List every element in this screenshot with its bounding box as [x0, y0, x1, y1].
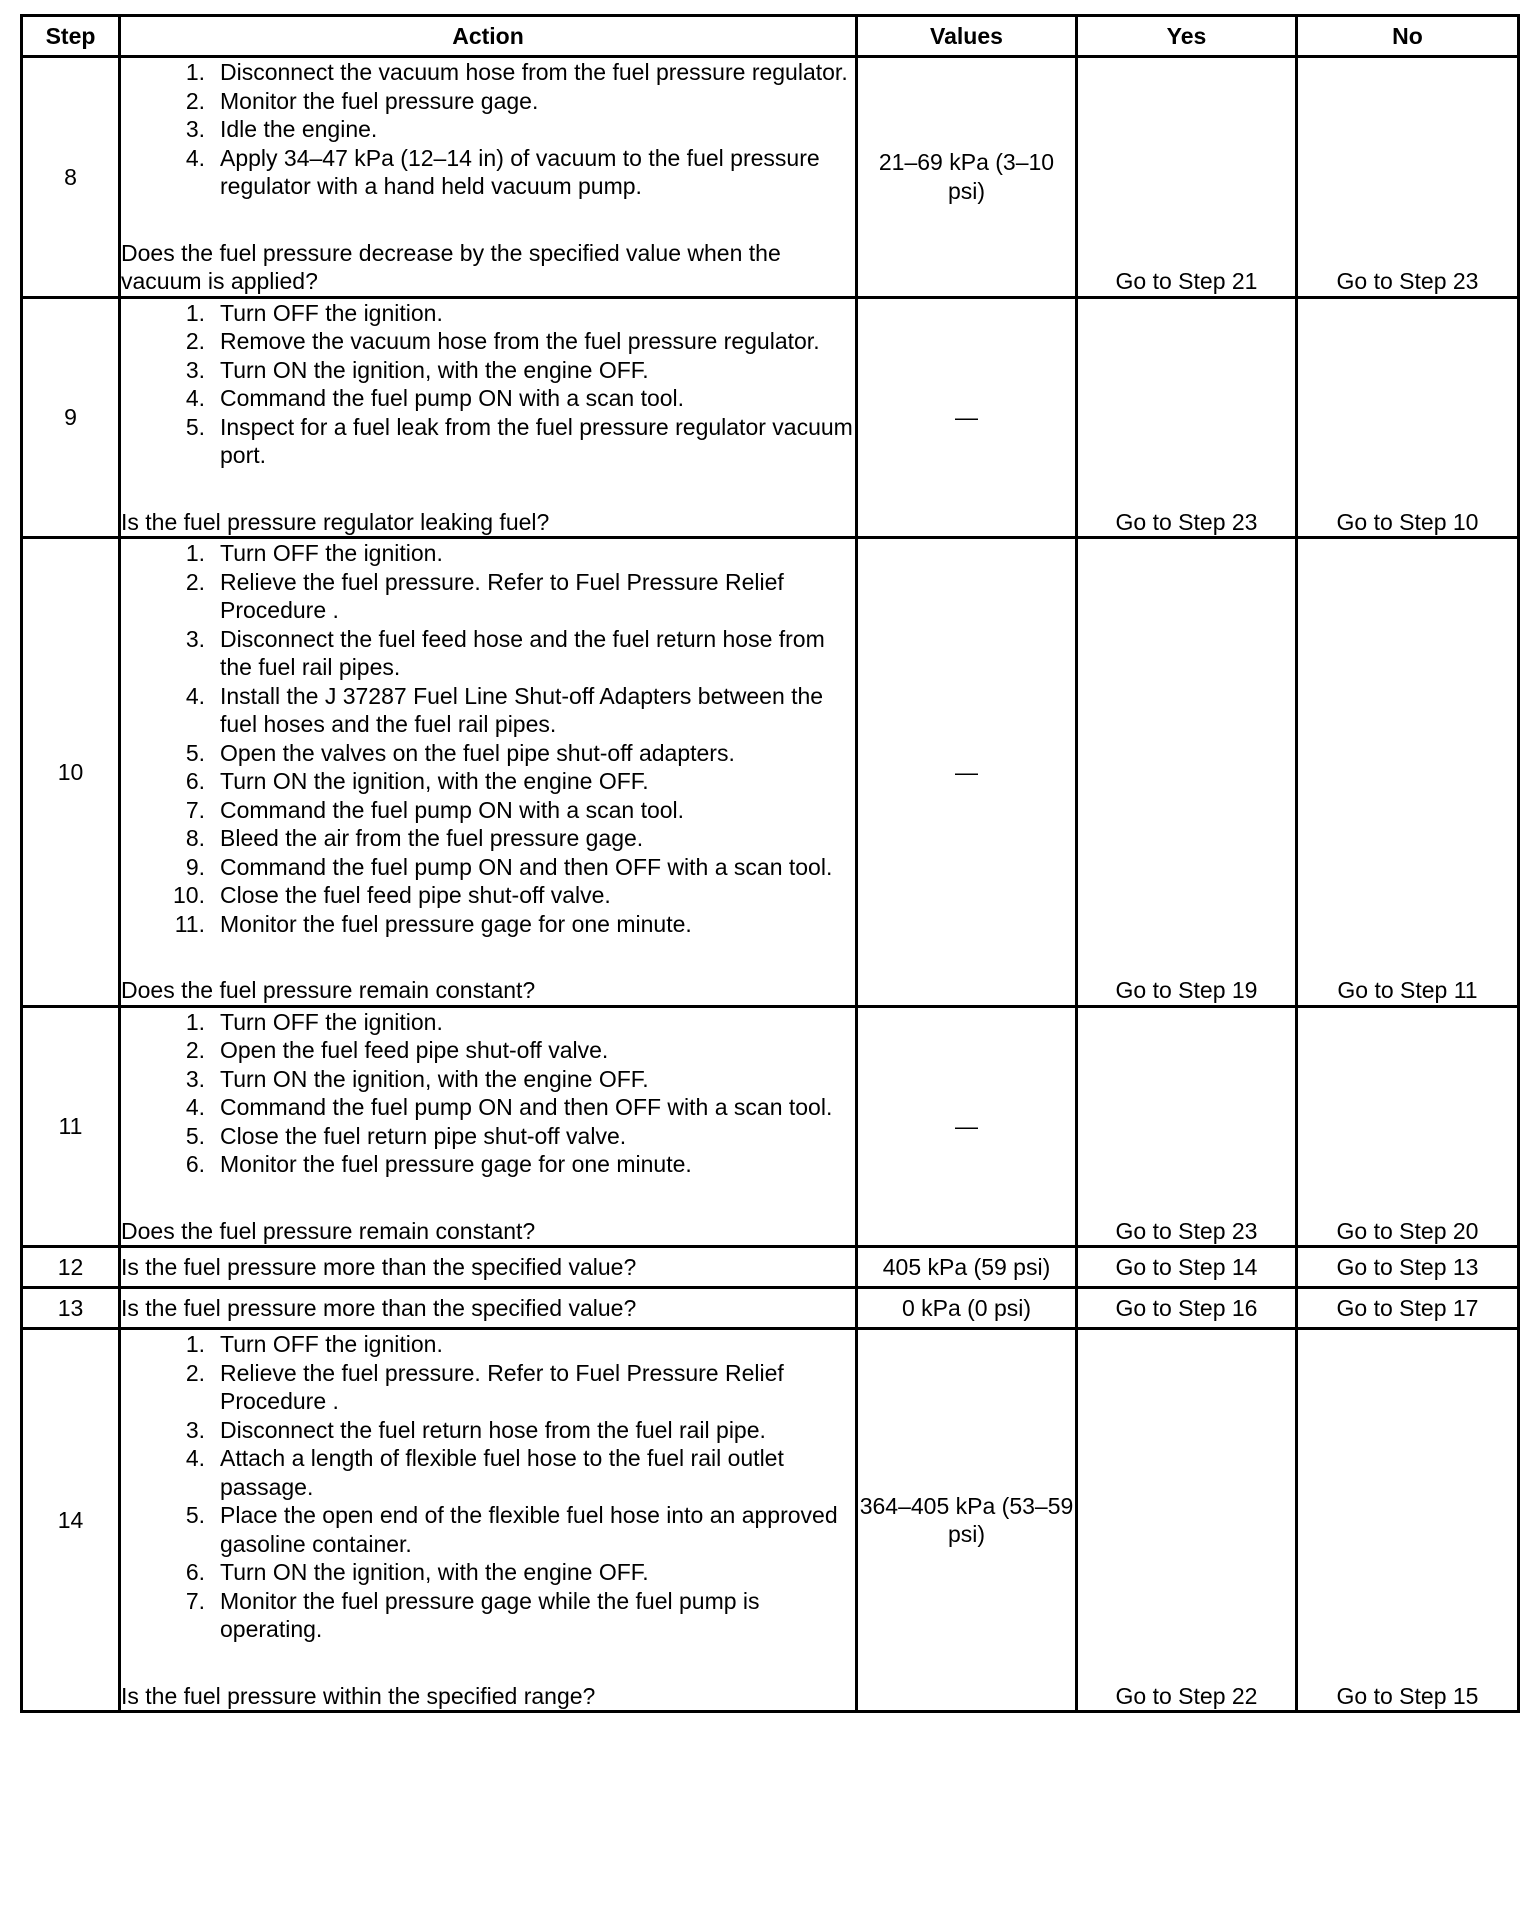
action-steps-list — [121, 1008, 855, 1179]
action-cell — [120, 1288, 857, 1329]
yes-cell: Go to Step 21 — [1077, 57, 1297, 298]
list-item-text: Command the fuel pump ON and then OFF with a scan tool. — [220, 1094, 833, 1120]
header-values: Values — [857, 16, 1077, 57]
action-steps-list — [121, 1330, 855, 1644]
list-item-text: Idle the engine. — [220, 116, 378, 142]
value-cell: 21–69 kPa (3–10 psi) — [857, 57, 1077, 298]
header-action: Action — [120, 16, 857, 57]
list-item-number: 2. — [185, 1037, 205, 1063]
list-item — [121, 58, 855, 87]
header-step: Step — [22, 16, 120, 57]
list-item-text: Place the open end of the flexible fuel hose into an approved gasoline container. — [220, 1502, 838, 1557]
list-item-number: 7. — [185, 1587, 205, 1614]
list-item-text: Disconnect the fuel return hose from the fuel rail pipe. — [220, 1416, 766, 1443]
action-steps-list — [121, 58, 855, 201]
action-question: Is the fuel pressure regulator leaking fuel? — [121, 508, 550, 535]
list-item — [121, 413, 855, 470]
list-item-text: Turn ON the ignition, with the engine OFF. — [220, 768, 649, 794]
list-item-number: 1. — [185, 299, 205, 326]
list-item-text: Monitor the fuel pressure gage while the fuel pump is operating. — [220, 1587, 760, 1642]
list-item-text: Monitor the fuel pressure gage. — [220, 87, 539, 114]
list-item-text: Turn ON the ignition, with the engine OFF. — [220, 1065, 649, 1092]
table-row — [22, 297, 1519, 538]
list-item-text: Turn OFF the ignition. — [220, 1008, 443, 1035]
header-row — [22, 16, 1519, 57]
action-steps-list — [121, 539, 855, 938]
action-question: Does the fuel pressure remain constant? — [121, 1217, 536, 1244]
list-item — [121, 1036, 855, 1065]
list-item — [121, 539, 855, 568]
list-item-number: 4. — [185, 144, 205, 171]
list-item-text: Open the fuel feed pipe shut-off valve. — [220, 1037, 609, 1063]
list-item — [121, 327, 855, 356]
table-row — [22, 1006, 1519, 1247]
table-row — [22, 1329, 1519, 1712]
action-cell — [120, 297, 857, 538]
yes-cell: Go to Step 14 — [1077, 1247, 1297, 1288]
list-item — [121, 1359, 855, 1416]
action-question: Is the fuel pressure more than the specified value? — [121, 1253, 637, 1280]
list-item-text: Relieve the fuel pressure. Refer to Fuel Pressure Relief Procedure . — [220, 568, 784, 623]
list-item — [121, 796, 855, 825]
list-item — [121, 1330, 855, 1359]
list-item-number: 10. — [173, 882, 205, 908]
list-item — [121, 1416, 855, 1445]
list-item — [121, 87, 855, 116]
list-item-number: 2. — [185, 568, 205, 595]
list-item-number: 1. — [185, 1008, 205, 1035]
list-item-number: 4. — [185, 1445, 205, 1471]
list-item-number: 6. — [185, 1559, 205, 1585]
no-cell: Go to Step 13 — [1297, 1247, 1519, 1288]
action-question: Does the fuel pressure decrease by the specified value when the vacuum is applied? — [121, 239, 781, 294]
value-cell: 405 kPa (59 psi) — [857, 1247, 1077, 1288]
list-item-number: 3. — [185, 116, 205, 142]
list-item-number: 6. — [185, 768, 205, 794]
no-cell: Go to Step 11 — [1297, 538, 1519, 1007]
list-item-text: Close the fuel feed pipe shut-off valve. — [220, 882, 611, 908]
yes-cell: Go to Step 22 — [1077, 1329, 1297, 1712]
value-cell: 0 kPa (0 psi) — [857, 1288, 1077, 1329]
list-item — [121, 910, 855, 939]
list-item-text: Apply 34–47 kPa (12–14 in) of vacuum to the fuel pressure regulator with a hand held vacuum pump. — [220, 144, 820, 199]
value-cell: — — [857, 297, 1077, 538]
diagnostic-table — [20, 14, 1520, 1713]
action-cell — [120, 57, 857, 298]
list-item-text: Disconnect the fuel feed hose and the fuel return hose from the fuel rail pipes. — [220, 625, 825, 680]
list-item — [121, 568, 855, 625]
list-item-text: Turn OFF the ignition. — [220, 299, 443, 326]
list-item-text: Monitor the fuel pressure gage for one minute. — [220, 910, 692, 937]
list-item-text: Bleed the air from the fuel pressure gage. — [220, 825, 644, 851]
list-item — [121, 682, 855, 739]
list-item-number: 5. — [185, 1502, 205, 1528]
list-item-number: 7. — [185, 796, 205, 823]
action-question: Is the fuel pressure more than the specified value? — [121, 1294, 637, 1321]
header-no: No — [1297, 16, 1519, 57]
no-cell: Go to Step 20 — [1297, 1006, 1519, 1247]
list-item-number: 8. — [185, 825, 205, 851]
list-item-number: 3. — [185, 625, 205, 652]
list-item-number: 4. — [185, 1094, 205, 1120]
header-yes: Yes — [1077, 16, 1297, 57]
list-item-number: 4. — [185, 682, 205, 709]
action-question: Is the fuel pressure within the specified range? — [121, 1682, 596, 1709]
step-number: 9 — [22, 297, 120, 538]
no-cell: Go to Step 15 — [1297, 1329, 1519, 1712]
no-cell: Go to Step 23 — [1297, 57, 1519, 298]
list-item — [121, 384, 855, 413]
list-item-text: Attach a length of flexible fuel hose to the fuel rail outlet passage. — [220, 1445, 784, 1500]
list-item — [121, 356, 855, 385]
action-cell — [120, 538, 857, 1007]
step-number: 8 — [22, 57, 120, 298]
list-item-text: Turn ON the ignition, with the engine OFF. — [220, 356, 649, 383]
step-number: 14 — [22, 1329, 120, 1712]
list-item — [121, 1008, 855, 1037]
yes-cell: Go to Step 19 — [1077, 538, 1297, 1007]
list-item — [121, 1501, 855, 1558]
list-item — [121, 144, 855, 201]
value-cell: 364–405 kPa (53–59 psi) — [857, 1329, 1077, 1712]
list-item — [121, 1587, 855, 1644]
list-item-number: 2. — [185, 1359, 205, 1386]
step-number: 10 — [22, 538, 120, 1007]
table-row — [22, 57, 1519, 298]
table-row — [22, 1247, 1519, 1288]
list-item-number: 9. — [185, 853, 205, 880]
list-item-text: Relieve the fuel pressure. Refer to Fuel Pressure Relief Procedure . — [220, 1359, 784, 1414]
list-item-number: 2. — [185, 87, 205, 114]
list-item-number: 5. — [185, 413, 205, 440]
list-item-text: Command the fuel pump ON and then OFF with a scan tool. — [220, 853, 833, 880]
list-item-text: Open the valves on the fuel pipe shut-off adapters. — [220, 739, 735, 766]
list-item-text: Close the fuel return pipe shut-off valve. — [220, 1122, 627, 1149]
action-cell — [120, 1006, 857, 1247]
list-item-number: 3. — [185, 1065, 205, 1092]
list-item — [121, 881, 855, 910]
list-item-number: 5. — [185, 739, 205, 766]
list-item-text: Monitor the fuel pressure gage for one minute. — [220, 1151, 692, 1177]
list-item-text: Install the J 37287 Fuel Line Shut-off Adapters between the fuel hoses and the fuel rail pipes. — [220, 682, 824, 737]
list-item — [121, 739, 855, 768]
list-item — [121, 115, 855, 144]
list-item-number: 5. — [185, 1122, 205, 1149]
list-item-number: 1. — [185, 540, 205, 566]
list-item-number: 1. — [185, 1331, 205, 1357]
list-item — [121, 767, 855, 796]
list-item-text: Turn OFF the ignition. — [220, 540, 443, 566]
list-item-text: Disconnect the vacuum hose from the fuel pressure regulator. — [220, 59, 848, 85]
list-item-number: 3. — [185, 356, 205, 383]
list-item-text: Remove the vacuum hose from the fuel pressure regulator. — [220, 328, 820, 354]
list-item — [121, 853, 855, 882]
yes-cell: Go to Step 16 — [1077, 1288, 1297, 1329]
list-item — [121, 1122, 855, 1151]
list-item — [121, 1444, 855, 1501]
value-cell: — — [857, 538, 1077, 1007]
table-row — [22, 538, 1519, 1007]
list-item — [121, 824, 855, 853]
list-item-text: Command the fuel pump ON with a scan tool. — [220, 385, 685, 411]
list-item — [121, 1065, 855, 1094]
list-item-number: 3. — [185, 1416, 205, 1443]
list-item-text: Command the fuel pump ON with a scan tool. — [220, 796, 685, 823]
list-item — [121, 1558, 855, 1587]
list-item-number: 2. — [185, 328, 205, 354]
table-row — [22, 1288, 1519, 1329]
step-number: 12 — [22, 1247, 120, 1288]
action-steps-list — [121, 299, 855, 470]
action-cell — [120, 1329, 857, 1712]
action-cell — [120, 1247, 857, 1288]
no-cell: Go to Step 10 — [1297, 297, 1519, 538]
list-item-number: 11. — [174, 910, 205, 937]
list-item — [121, 299, 855, 328]
list-item-number: 1. — [185, 59, 205, 85]
table-body — [22, 57, 1519, 1712]
list-item-number: 4. — [185, 385, 205, 411]
yes-cell: Go to Step 23 — [1077, 297, 1297, 538]
list-item — [121, 1093, 855, 1122]
no-cell: Go to Step 17 — [1297, 1288, 1519, 1329]
list-item — [121, 1150, 855, 1179]
list-item-text: Inspect for a fuel leak from the fuel pressure regulator vacuum port. — [220, 413, 853, 468]
list-item-number: 6. — [185, 1151, 205, 1177]
list-item-text: Turn ON the ignition, with the engine OFF. — [220, 1559, 649, 1585]
step-number: 13 — [22, 1288, 120, 1329]
list-item-text: Turn OFF the ignition. — [220, 1331, 443, 1357]
list-item — [121, 625, 855, 682]
yes-cell: Go to Step 23 — [1077, 1006, 1297, 1247]
step-number: 11 — [22, 1006, 120, 1247]
value-cell: — — [857, 1006, 1077, 1247]
action-question: Does the fuel pressure remain constant? — [121, 977, 536, 1003]
